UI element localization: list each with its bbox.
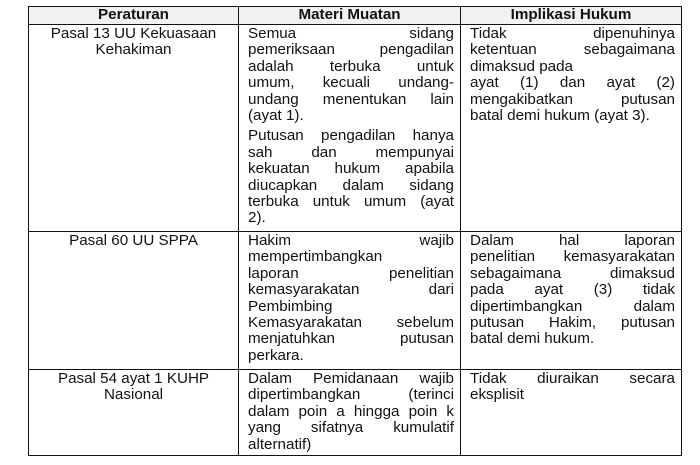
regulation-cell [29,232,239,370]
header-peraturan: Peraturan [29,7,239,25]
content-line: yang sifatnya kumulatif [248,419,454,437]
table-header-row [29,7,682,25]
regulation-line: Nasional [103,386,164,404]
content-line: mempertimbangkan [248,248,383,266]
regulation-cell [29,25,239,232]
regulation-line: Kehakiman [95,41,172,59]
implication-line: batal demi hukum. [470,330,595,348]
content-line: adalah terbuka untuk [248,57,454,75]
content-line: diucapkan dalam sidang [248,176,454,194]
content-line: Kemasyarakatan sebelum [248,314,454,332]
table-row [29,370,682,456]
implication-line: ketentuan sebagaimana [470,41,675,59]
implication-line: mengakibatkan putusan [470,90,675,108]
implication-cell [461,25,682,232]
content-line: terbuka untuk umum (ayat [248,193,454,211]
implication-line: sebagaimana dimaksud [470,264,675,282]
content-cell [239,25,461,232]
content-line: laporan penelitian [248,264,454,282]
regulation-table [28,6,682,456]
content-line: Pembimbing [248,297,333,315]
content-line: perkara. [248,346,304,364]
implication-line: Tidak diuraikan secara [470,370,675,387]
content-cell [239,232,461,370]
regulation-line: Pasal 60 UU SPPA [69,232,198,249]
implication-cell [461,232,682,370]
content-line: Hakim wajib [248,232,454,249]
content-line: alternatif) [248,435,312,453]
content-line: 2). [248,209,266,227]
implication-line: ayat (1) dan ayat (2) [470,74,675,92]
regulation-line: Pasal 54 ayat 1 KUHP [57,370,210,387]
content-line: (ayat 1). [248,107,304,125]
content-line: Putusan pengadilan hanya [248,127,454,145]
content-line: sah dan mempunyai [248,143,454,161]
content-line: undang menentukan lain [248,90,454,108]
implication-line: putusan Hakim, putusan [470,314,675,332]
content-cell [239,370,461,456]
table-row [29,232,682,370]
content-line: Semua sidang [248,25,454,42]
implication-cell [461,370,682,456]
implication-line: pada ayat (3) tidak [470,281,675,299]
implication-line: dipertimbangkan dalam [470,297,675,315]
implication-line: penelitian kemasyarakatan [470,248,675,266]
content-line: Dalam Pemidanaan wajib [248,370,454,387]
content-line: dalam poin a hingga poin k [248,402,454,420]
implication-line: eksplisit [470,386,525,404]
content-line: kemasyarakatan dari [248,281,454,299]
regulation-line: Pasal 13 UU Kekuasaan [50,25,217,42]
implication-line: batal demi hukum (ayat 3). [470,107,650,125]
content-line: dipertimbangkan (terinci [248,386,454,404]
content-line: kekuatan hukum apabila [248,160,454,178]
table-row [29,25,682,232]
content-line: umum, kecuali undang- [248,74,454,92]
content-line: pemeriksaan pengadilan [248,41,454,59]
regulation-cell [29,370,239,456]
header-materi-muatan: Materi Muatan [239,7,461,25]
implication-line: Dalam hal laporan [470,232,675,249]
implication-line: dimaksud pada [470,57,574,75]
header-implikasi-hukum: Implikasi Hukum [461,7,682,25]
implication-line: Tidak dipenuhinya [470,25,675,42]
content-line: menjatuhkan putusan [248,330,454,348]
